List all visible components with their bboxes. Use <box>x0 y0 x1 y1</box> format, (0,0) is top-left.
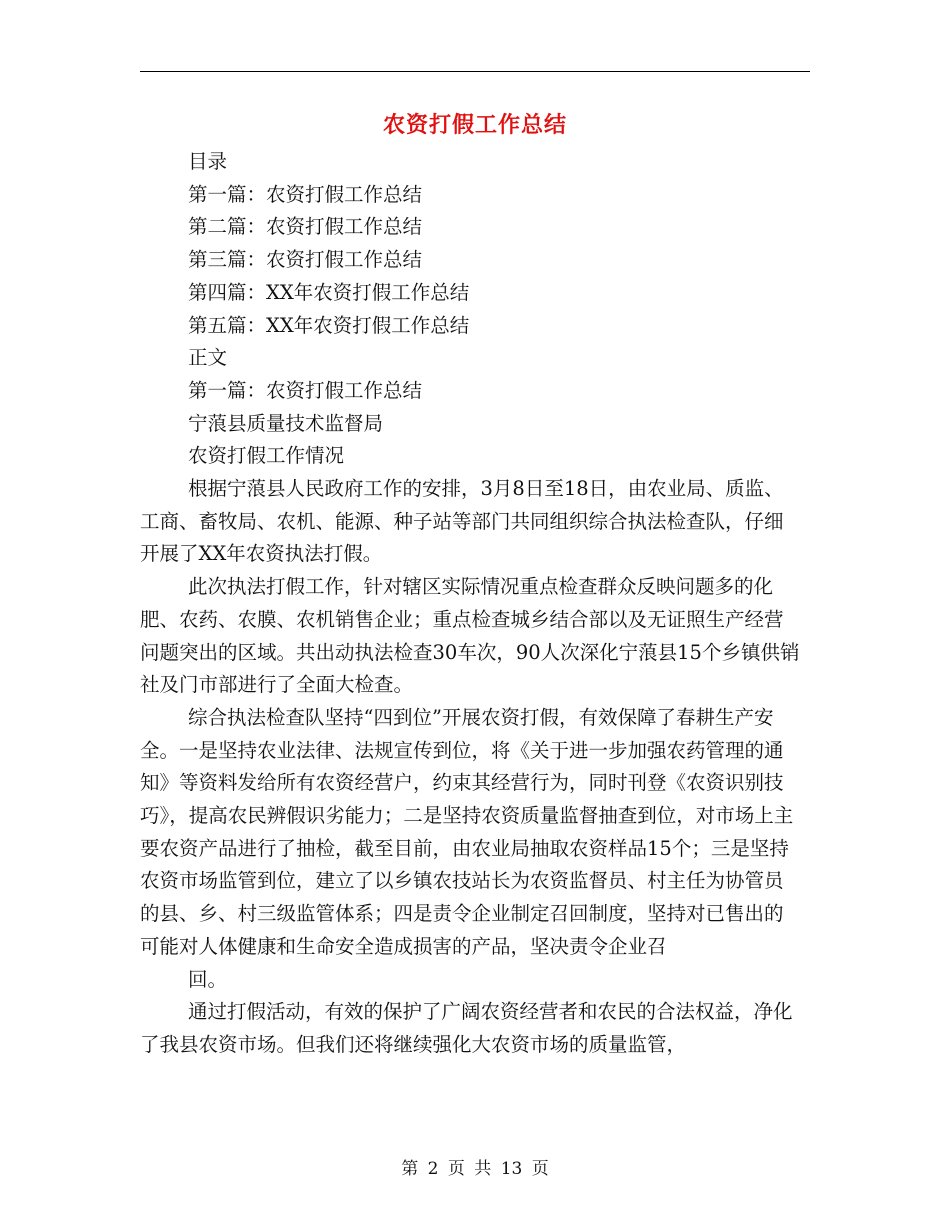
paragraph: 综合执法检查队坚持“四到位”开展农资打假，有效保障了春耕生产安全。一是坚持农业法律、法规宣传到位，将《关于进一步加强农药管理的通知》等资料发给所有农资经营户，约束其经营行为，同时刊登《农资识别技巧》，提高农民辨假识劣能力；二是坚持农资质量监督抽查到位，对市场上主要农资产品进行了抽检，截至目前，由农业局抽取农资样品15个；三是坚持农资市场监管到位，建立了以乡镇农技站长为农资监督员、村主任为协管员的县、乡、村三级监管体系；四是责令企业制定召回制度，坚持对已售出的可能对人体健康和生命安全造成损害的产品，坚决责令企业召 <box>140 705 794 958</box>
paragraph: 此次执法打假工作，针对辖区实际情况重点检查群众反映问题多的化肥、农药、农膜、农机销售企业；重点检查城乡结合部以及无证照生产经营问题突出的区域。共出动执法检查30车次，90人次深化宁蒗县15个乡镇供销社及门市部进行了全面大检查。 <box>140 575 800 697</box>
toc-heading: 目录 <box>188 150 228 173</box>
organization-name: 宁蒗县质量技术监督局 <box>188 411 384 435</box>
paragraph: 回。 <box>188 967 228 991</box>
page-number: 第 2 页 共 13 页 <box>401 1159 549 1179</box>
toc-item: 第三篇：农资打假工作总结 <box>188 248 423 272</box>
toc-item: 第一篇：农资打假工作总结 <box>188 182 423 206</box>
body-heading: 正文 <box>188 346 228 370</box>
report-subject: 农资打假工作情况 <box>188 444 345 468</box>
paragraph: 根据宁蒗县人民政府工作的安排，3月8日至18日，由农业局、质监、工商、畜牧局、农机、能源、种子站等部门共同组织综合执法检查队，仔细开展了XX年农资执法打假。 <box>140 477 784 566</box>
toc-item: 第四篇：XX年农资打假工作总结 <box>188 280 470 304</box>
document-title: 农资打假工作总结 <box>382 112 567 138</box>
toc-item: 第二篇：农资打假工作总结 <box>188 215 423 239</box>
toc-item: 第五篇：XX年农资打假工作总结 <box>188 313 470 337</box>
section-title: 第一篇：农资打假工作总结 <box>188 378 423 402</box>
paragraph: 通过打假活动，有效的保护了广阔农资经营者和农民的合法权益，净化了我县农资市场。但我们还将继续强化大农资市场的质量监管， <box>140 1000 793 1056</box>
document-body <box>140 146 800 1062</box>
header-rule <box>140 71 810 72</box>
